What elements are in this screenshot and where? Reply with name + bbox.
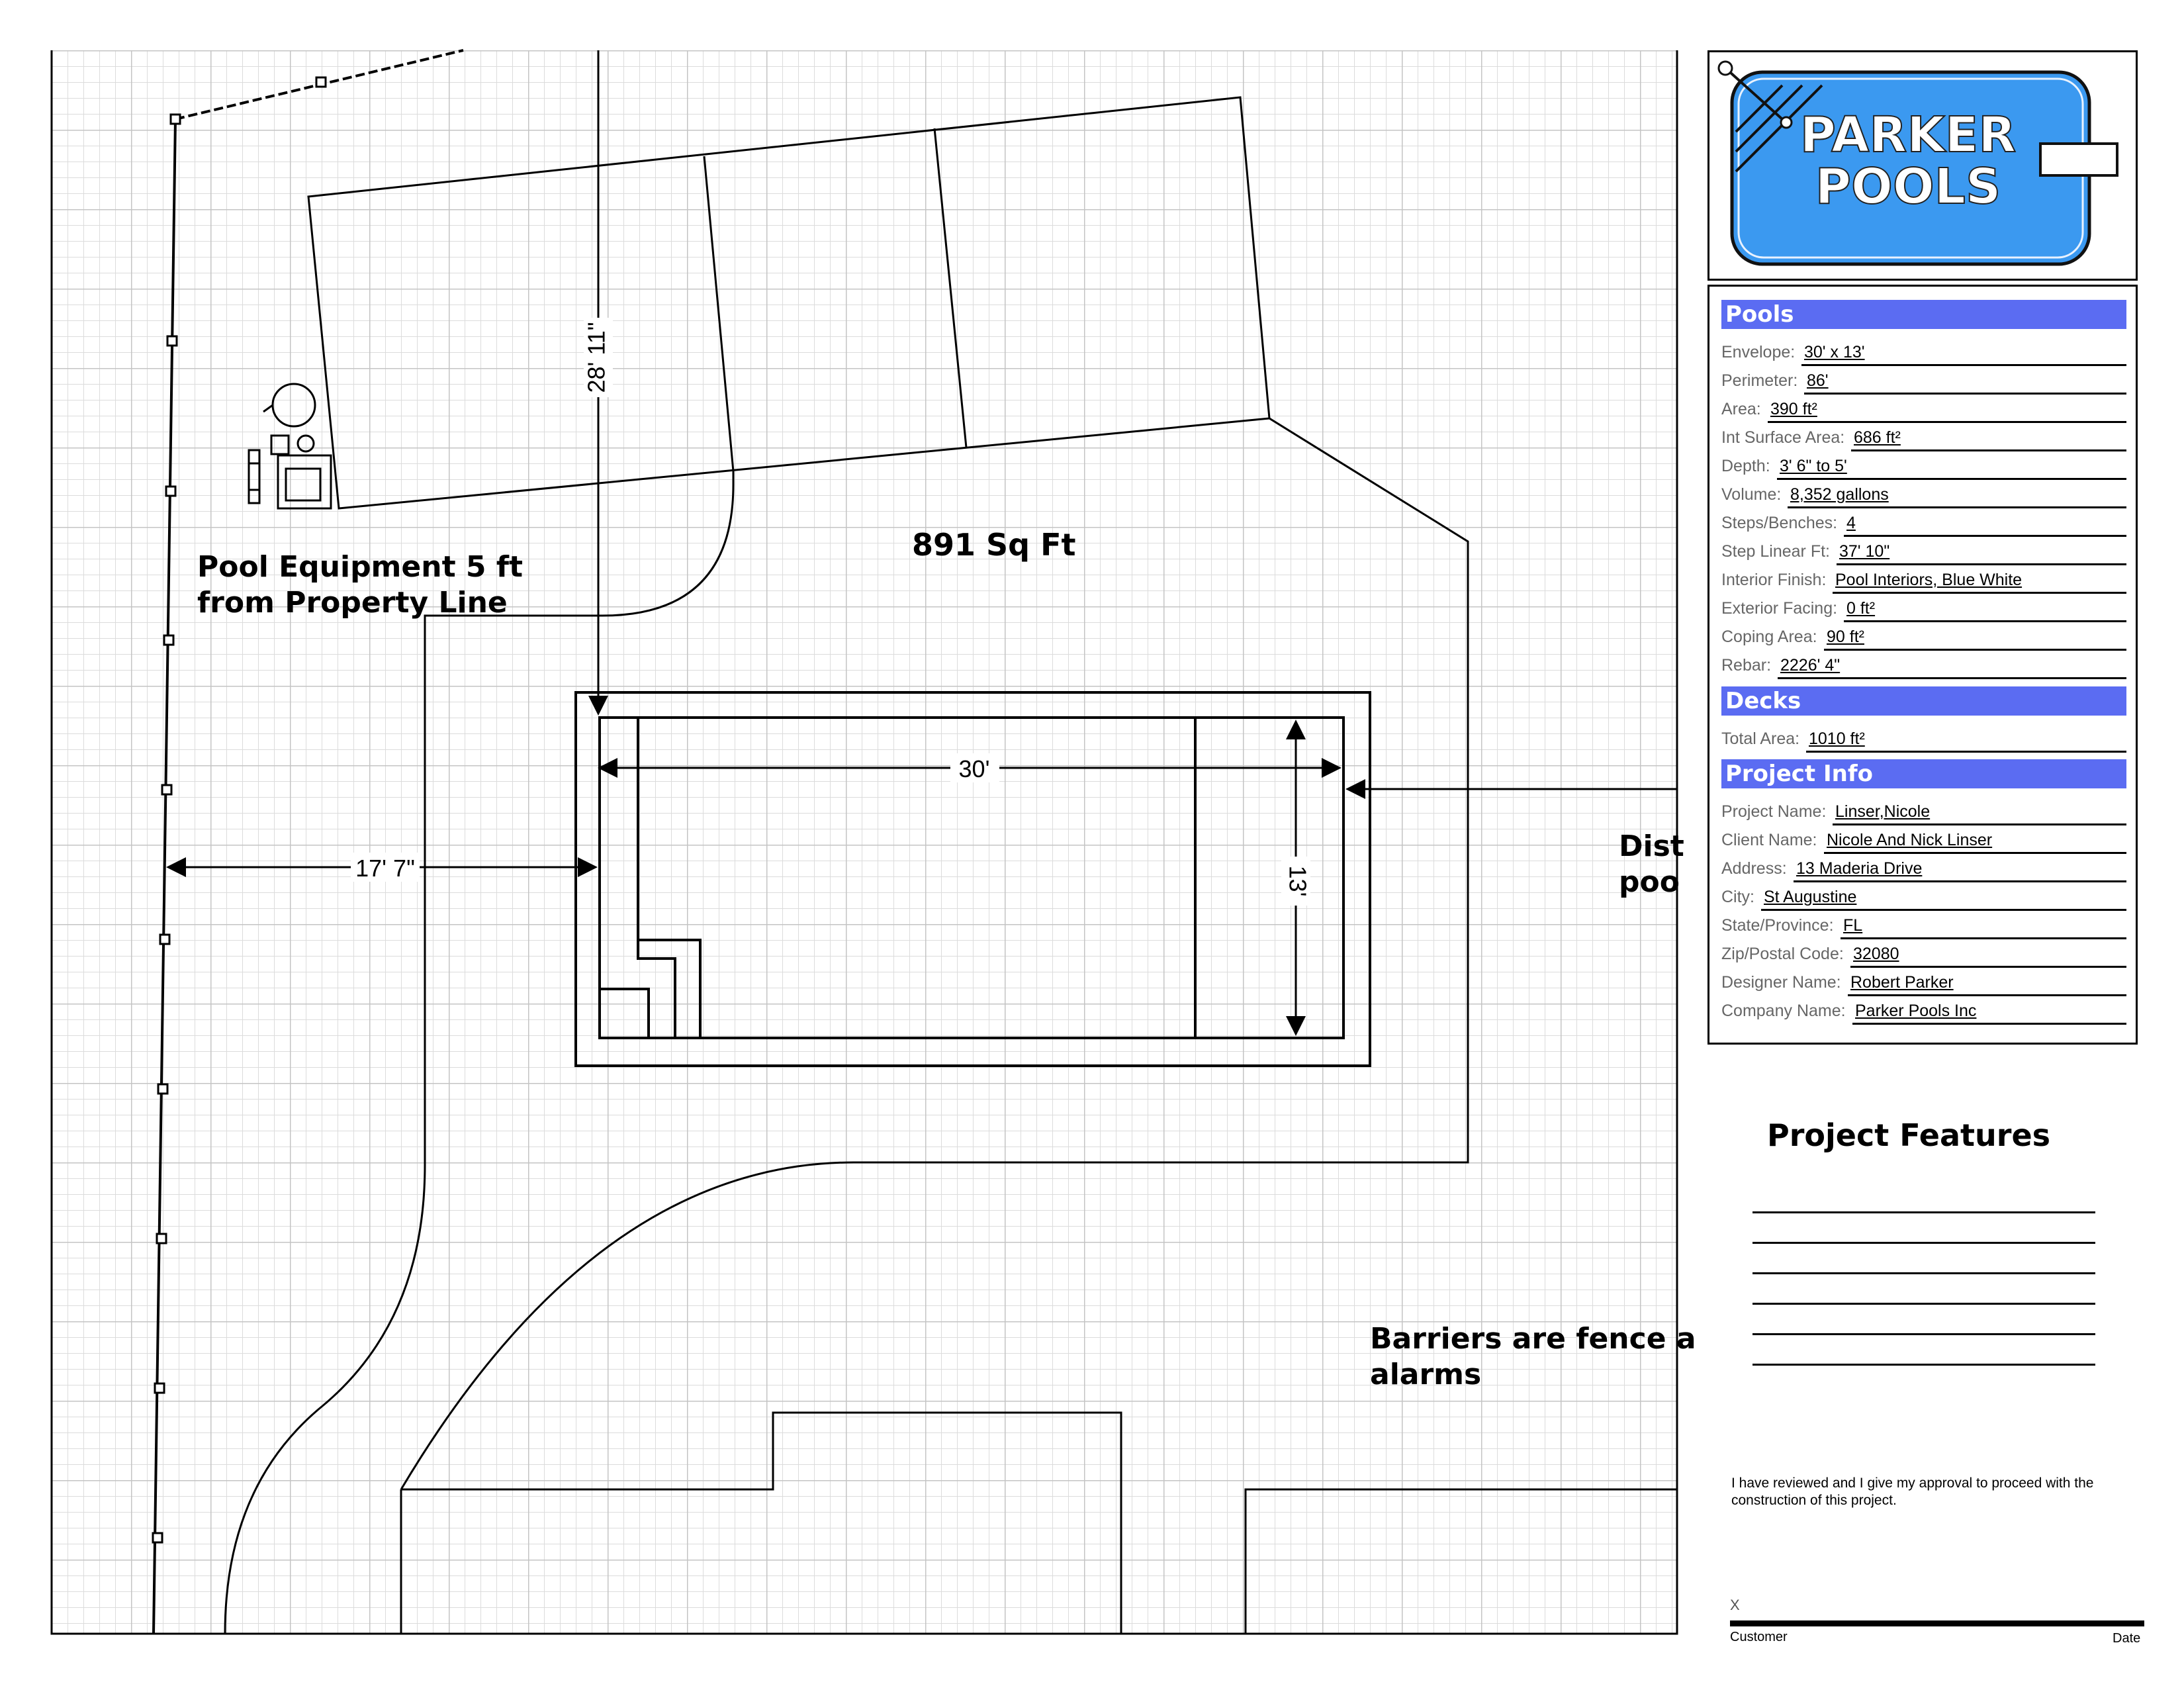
distance-note-line2: poo — [1619, 865, 1680, 899]
project-features-title: Project Features — [1767, 1117, 2051, 1153]
info-row-label: City: — [1721, 888, 1754, 906]
info-row-underline — [1761, 909, 2126, 911]
distance-note — [1619, 829, 1684, 900]
info-row — [1721, 624, 2126, 651]
info-row-value: 13 Maderia Drive — [1796, 859, 1923, 878]
info-row-value: 0 ft² — [1846, 599, 1876, 618]
project-info-panel — [1707, 285, 2138, 1045]
info-row-underline — [1851, 449, 2126, 451]
equipment-note-line1: Pool Equipment 5 ft — [197, 550, 523, 584]
info-row-underline — [1852, 1023, 2126, 1025]
dim-length-label: 30' — [958, 755, 990, 782]
pools-section-header: Pools — [1721, 300, 2126, 329]
info-row-value: Parker Pools Inc — [1855, 1002, 1977, 1020]
info-row-label: Volume: — [1721, 485, 1782, 504]
info-row-label: Total Area: — [1721, 729, 1800, 748]
info-row — [1721, 567, 2126, 594]
info-row — [1721, 368, 2126, 395]
info-row — [1721, 539, 2126, 565]
info-row-underline — [1833, 592, 2126, 594]
customer-label: Customer — [1730, 1630, 1788, 1644]
info-row-underline — [1833, 823, 2126, 825]
info-row-label: Exterior Facing: — [1721, 599, 1838, 618]
approval-statement: I have reviewed and I give my approval to proceed with the construction of this project. — [1731, 1476, 2094, 1508]
info-row — [1721, 397, 2126, 423]
decks-section-header: Decks — [1721, 686, 2126, 716]
info-row — [1721, 340, 2126, 366]
info-row — [1721, 726, 2126, 753]
info-row — [1721, 425, 2126, 451]
info-row-underline — [1841, 937, 2126, 939]
info-row-label: Project Name: — [1721, 802, 1827, 821]
info-row-underline — [1788, 506, 2126, 508]
info-row-underline — [1804, 393, 2126, 395]
info-row-underline — [1768, 421, 2126, 423]
info-row — [1721, 998, 2126, 1025]
info-row-label: Rebar: — [1721, 656, 1772, 675]
info-row-underline — [1824, 852, 2126, 854]
logo-panel — [1707, 50, 2138, 281]
logo-line1: PARKER — [1799, 107, 2017, 164]
info-row-underline — [1824, 649, 2126, 651]
parker-pools-logo — [1709, 52, 2136, 279]
info-row-underline — [1801, 364, 2126, 366]
info-row — [1721, 827, 2126, 854]
distance-note-line1: Dist — [1619, 829, 1684, 863]
info-row-label: Address: — [1721, 859, 1787, 878]
info-row-label: Area: — [1721, 400, 1761, 418]
info-row — [1721, 453, 2126, 480]
info-row-underline — [1848, 994, 2126, 996]
feature-line — [1752, 1333, 2095, 1335]
info-row — [1721, 913, 2126, 939]
info-row-label: Steps/Benches: — [1721, 514, 1838, 532]
info-row — [1721, 596, 2126, 622]
info-row-label: Int Surface Area: — [1721, 428, 1845, 447]
info-row-label: Coping Area: — [1721, 628, 1817, 646]
info-row-value: 4 — [1846, 514, 1856, 532]
info-row-value: 390 ft² — [1770, 400, 1817, 418]
info-row-value: FL — [1843, 916, 1863, 935]
feature-line — [1752, 1242, 2095, 1244]
equipment-note-line2: from Property Line — [197, 586, 508, 620]
info-row-underline — [1844, 620, 2126, 622]
info-row-value: 30' x 13' — [1804, 343, 1865, 361]
info-row-label: Interior Finish: — [1721, 571, 1827, 589]
info-row-underline — [1844, 535, 2126, 537]
info-row-value: Pool Interiors, Blue White — [1835, 571, 2023, 589]
info-row-label: Perimeter: — [1721, 371, 1798, 390]
project-info-section-header: Project Info — [1721, 759, 2126, 788]
info-row-label: Client Name: — [1721, 831, 1817, 849]
info-row-value: Robert Parker — [1850, 973, 1954, 992]
info-row — [1721, 799, 2126, 825]
signature-line[interactable] — [1730, 1620, 2144, 1626]
info-row-value: 37' 10" — [1839, 542, 1890, 561]
info-row-label: Envelope: — [1721, 343, 1796, 361]
info-row — [1721, 482, 2126, 508]
info-row-underline — [1777, 478, 2126, 480]
info-row-underline — [1850, 966, 2126, 968]
logo-line2: POOLS — [1815, 158, 2001, 215]
dim-width-label: 13' — [1284, 865, 1312, 897]
info-row — [1721, 970, 2126, 996]
feature-line — [1752, 1211, 2095, 1213]
info-row-value: Nicole And Nick Linser — [1827, 831, 1993, 849]
info-row — [1721, 510, 2126, 537]
equipment-note — [197, 549, 523, 621]
info-row — [1721, 884, 2126, 911]
feature-line — [1752, 1364, 2095, 1366]
deck-area-label: 891 Sq Ft — [912, 527, 1076, 563]
info-row-underline — [1806, 751, 2126, 753]
barrier-note — [1370, 1321, 1696, 1393]
info-row-value: 1010 ft² — [1809, 729, 1865, 748]
dim-setback-top-label: 28' 11" — [582, 322, 610, 393]
info-row-value: Linser,Nicole — [1835, 802, 1931, 821]
info-row-underline — [1794, 880, 2126, 882]
info-row — [1721, 856, 2126, 882]
barrier-note-line1: Barriers are fence a — [1370, 1322, 1696, 1356]
info-row-value: 90 ft² — [1827, 628, 1864, 646]
info-row-label: Step Linear Ft: — [1721, 542, 1830, 561]
info-row-value: 8,352 gallons — [1790, 485, 1889, 504]
info-row-value: 86' — [1807, 371, 1829, 390]
info-row-value: 3' 6" to 5' — [1780, 457, 1847, 475]
signature-x-mark: X — [1730, 1597, 1740, 1613]
info-row — [1721, 941, 2126, 968]
feature-line — [1752, 1303, 2095, 1305]
info-row-value: St Augustine — [1764, 888, 1857, 906]
info-row-label: Designer Name: — [1721, 973, 1841, 992]
barrier-note-line2: alarms — [1370, 1358, 1482, 1391]
info-row-label: Zip/Postal Code: — [1721, 945, 1844, 963]
info-row — [1721, 653, 2126, 679]
info-row-value: 2226' 4" — [1780, 656, 1841, 675]
date-label: Date — [2113, 1631, 2141, 1646]
info-row-value: 686 ft² — [1854, 428, 1901, 447]
info-row-label: Depth: — [1721, 457, 1770, 475]
info-row-value: 32080 — [1853, 945, 1899, 963]
feature-line — [1752, 1272, 2095, 1274]
info-row-label: State/Province: — [1721, 916, 1834, 935]
dim-setback-side-label: 17' 7" — [355, 855, 415, 882]
info-row-underline — [1778, 677, 2126, 679]
grid-major — [52, 50, 1696, 1634]
info-row-underline — [1837, 563, 2126, 565]
info-row-label: Company Name: — [1721, 1002, 1846, 1020]
